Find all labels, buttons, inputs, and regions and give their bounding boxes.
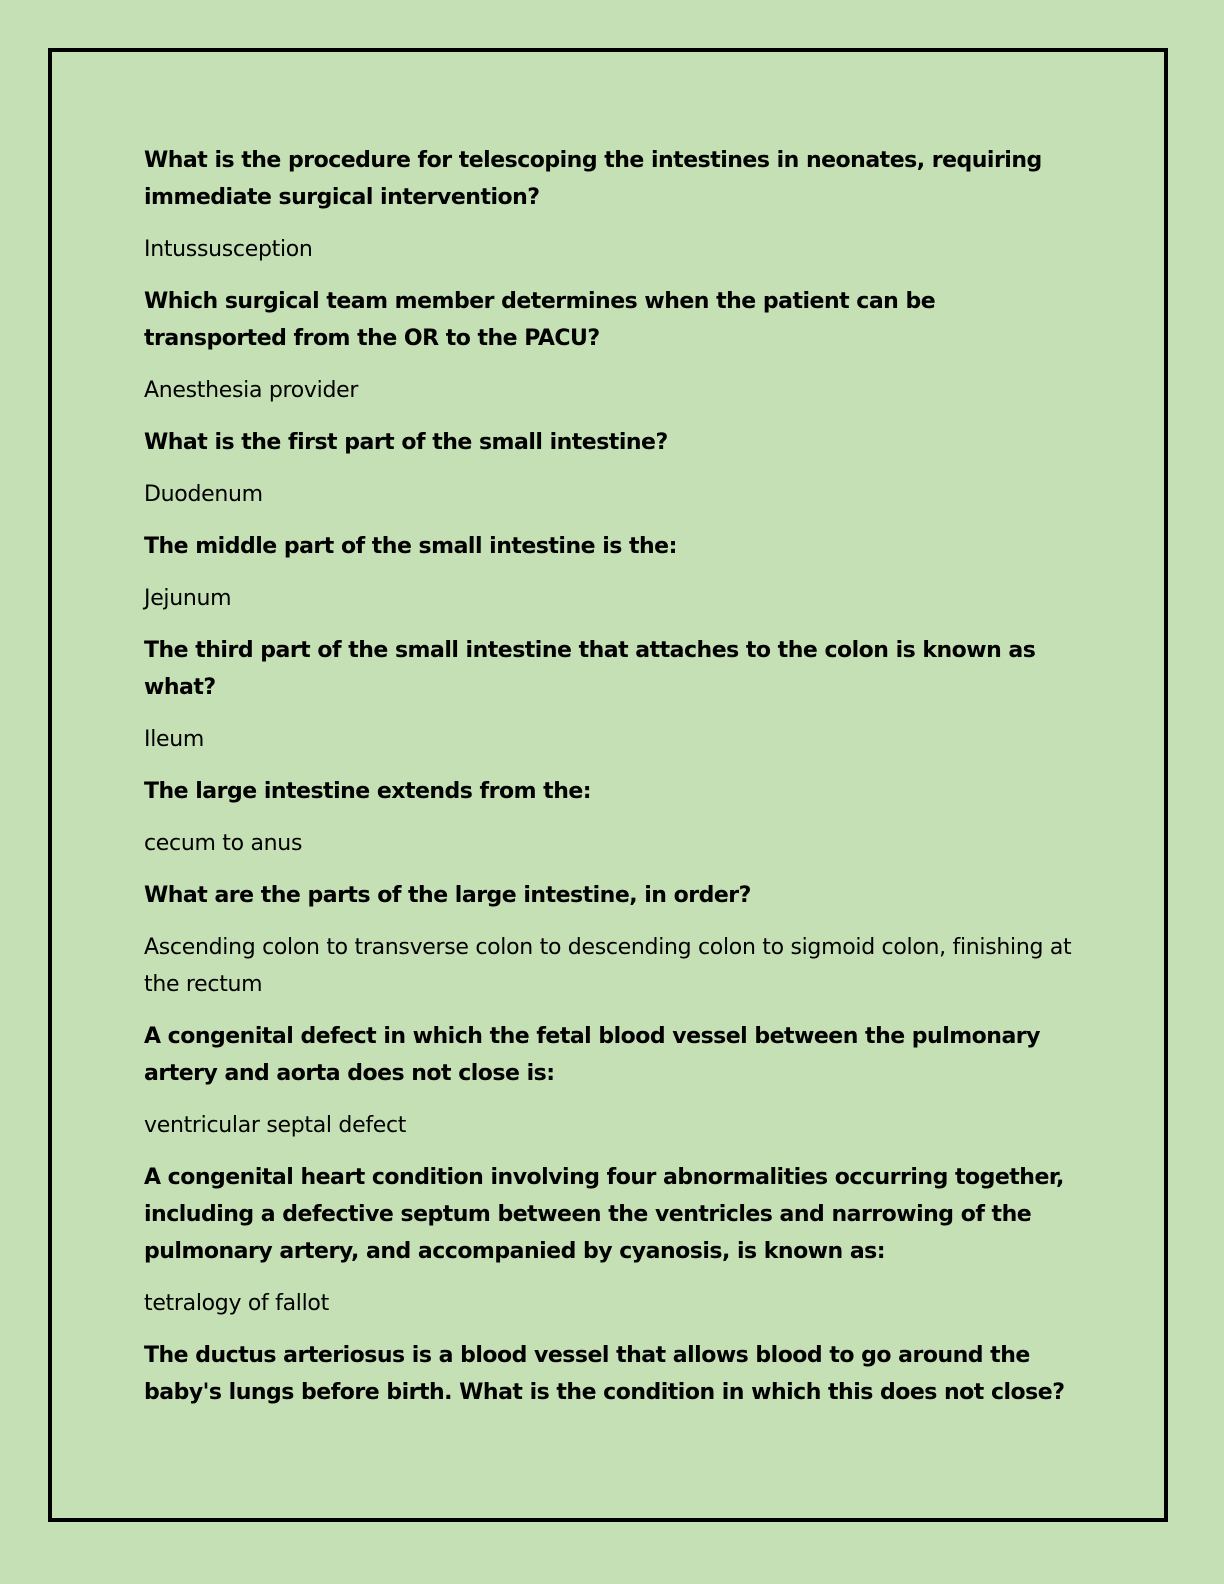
answer-text: ventricular septal defect	[144, 1113, 407, 1138]
question-text: A congenital defect in which the fetal blood vessel between the pulmonary artery and aorta does not close is:	[144, 1024, 1040, 1086]
qa-item-2	[144, 283, 1084, 409]
question-text: What is the procedure for telescoping the intestines in neonates, requiring immediate surgical intervention?	[144, 148, 1042, 210]
question-text: The third part of the small intestine that attaches to the colon is known as what?	[144, 638, 1036, 700]
qa-item-3	[144, 424, 1084, 513]
qa-item-6	[144, 773, 1084, 862]
answer-text: tetralogy of fallot	[144, 1291, 329, 1316]
answer-text: Duodenum	[144, 482, 263, 507]
answer-text: Intussusception	[144, 237, 313, 262]
qa-item-4	[144, 528, 1084, 617]
qa-item-8	[144, 1018, 1084, 1144]
question-text: A congenital heart condition involving four abnormalities occurring together, including a defective septum between the ventricles and narrowing of the pulmonary artery, and accompanied by cyanosis, is known as:	[144, 1165, 1064, 1264]
question-text: The ductus arteriosus is a blood vessel that allows blood to go around the baby's lungs before birth. What is the condition in which this does not close?	[144, 1343, 1065, 1405]
qa-item-1	[144, 142, 1084, 268]
qa-item-7	[144, 877, 1084, 1003]
question-text: The middle part of the small intestine is the:	[144, 534, 677, 559]
qa-list	[144, 142, 1084, 1426]
qa-item-10	[144, 1337, 1084, 1411]
question-text: Which surgical team member determines when the patient can be transported from the OR to the PACU?	[144, 289, 936, 351]
answer-text: Ileum	[144, 727, 205, 752]
answer-text: Anesthesia provider	[144, 378, 359, 403]
question-text: The large intestine extends from the:	[144, 779, 592, 804]
qa-item-9	[144, 1159, 1084, 1322]
question-text: What are the parts of the large intestine, in order?	[144, 883, 751, 908]
qa-item-5	[144, 632, 1084, 758]
question-text: What is the first part of the small intestine?	[144, 430, 668, 455]
answer-text: Jejunum	[144, 586, 232, 611]
answer-text: Ascending colon to transverse colon to descending colon to sigmoid colon, finishing at the rectum	[144, 935, 1072, 997]
answer-text: cecum to anus	[144, 831, 303, 856]
